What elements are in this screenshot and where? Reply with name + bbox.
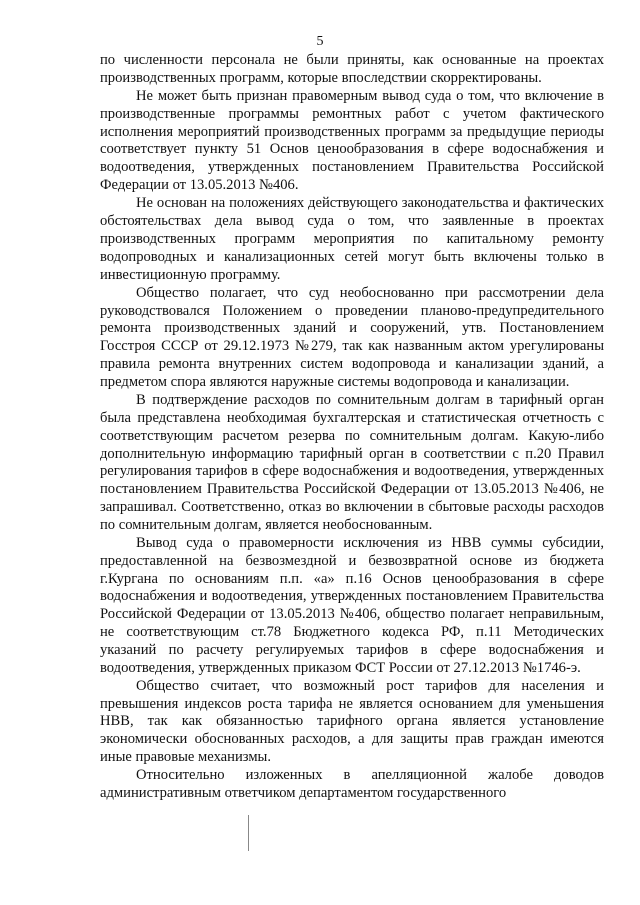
scan-artifact-line — [248, 815, 249, 851]
paragraph-8: Относительно изложенных в апелляционной жалобе доводов административным ответчиком департаментом государственного — [100, 767, 604, 802]
paragraph-7: Общество считает, что возможный рост тарифов для населения и превышения индексов роста тарифа не является основанием для уменьшения НВВ, так как обязанностью тарифного органа является установление экономически обоснованных расходов, а для защиты прав граждан имеются иные правовые механизмы. — [100, 677, 604, 766]
page-number: 5 — [316, 34, 324, 49]
paragraph-4: Общество полагает, что суд необоснованно при рассмотрении дела руководствовался Положением о проведении планово-предупредительного ремонта производственных зданий и сооружений, утв. Постановлением Госстроя СССР от 29.12.1973 №279, так как названным актом урегулированы правила ремонта внутренних систем водопровода и канализации зданий, а предметом спора являются наружные системы водопровода и канализации. — [100, 284, 604, 390]
paragraph-5: В подтверждение расходов по сомнительным долгам в тарифный орган была представлена необходимая бухгалтерская и статистическая отчетность с соответствующим расчетом резерва по сомнительным долгам. Какую-либо дополнительную информацию тарифный орган в соответствии с п.20 Правил регулирования тарифов в сфере водоснабжения и водоотведения, утвержденных постановлением Правительства Российской Федерации от 13.05.2013 №406, не запрашивал. Соответственно, отказ во включении в сбытовые расходы расходов по сомнительным долгам, является необоснованным. — [100, 392, 604, 533]
paragraph-3: Не основан на положениях действующего законодательства и фактических обстоятельствах дела вывод суда о том, что заявленные в проектах производственных программ мероприятия по капитальному ремонту водопроводных и канализационных сетей могут быть включены только в инвестиционную программу. — [100, 195, 604, 283]
paragraph-1: по численности персонала не были приняты, как основанные на проектах производственных программ, которые впоследствии скорректированы. — [100, 52, 604, 86]
document-body — [100, 52, 604, 803]
paragraph-2: Не может быть признан правомерным вывод суда о том, что включение в производственные программы ремонтных работ с учетом фактического исполнения мероприятий производственных программ за предыдущие периоды соответствует пункту 51 Основ ценообразования в сфере водоснабжения и водоотведения, утвержденных постановлением Правительства Российской Федерации от 13.05.2013 №406. — [100, 88, 604, 194]
paragraph-6: Вывод суда о правомерности исключения из НВВ суммы субсидии, предоставленной на безвозмездной и безвозвратной основе из бюджета г.Кургана по основаниям п.п. «а» п.16 Основ ценообразования в сфере водоснабжения и водоотведения, утвержденных постановлением Правительства Российской Федерации от 13.05.2013 №406, общество полагает неправильным, не соответствующим ст.78 Бюджетного кодекса РФ, п.11 Методических указаний по расчету регулируемых тарифов в сфере водоснабжения и водоотведения, утвержденных приказом ФСТ России от 27.12.2013 №1746-э. — [100, 535, 604, 676]
